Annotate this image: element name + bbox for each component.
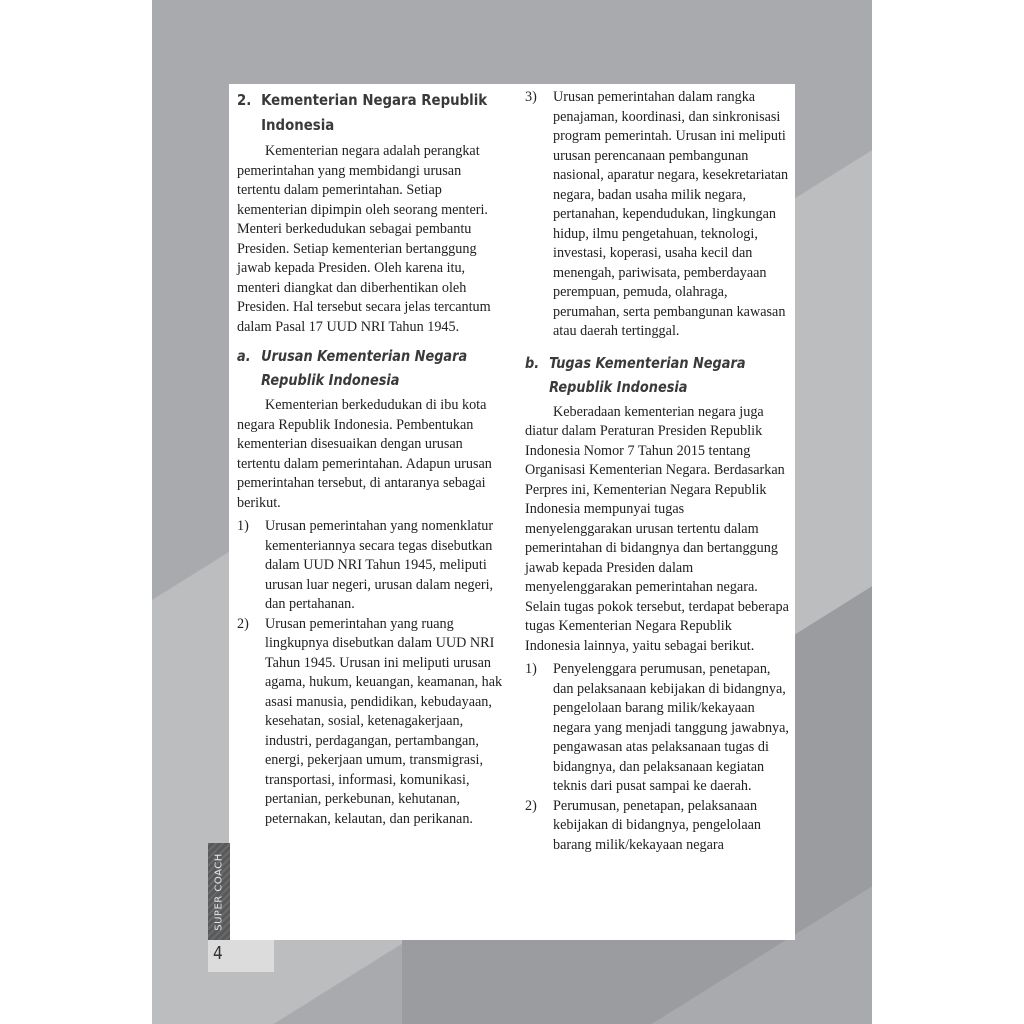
urusan-list-continued: [525, 88, 790, 342]
list-number: 1): [525, 661, 537, 677]
subsection-intro: [237, 396, 503, 513]
subsection-heading-a: [237, 344, 502, 392]
subsection-intro-text: Kementerian berkedudukan di ibu kota negara Republik Indonesia. Pembentukan kementerian disesuaikan dengan urusan tertentu dalam pemerintahan. Adapun urusan pemerintahan tersebut, di antaranya sebagai berikut.: [237, 397, 492, 511]
subsection-letter: a.: [237, 347, 251, 365]
urusan-list: [237, 517, 503, 829]
list-item: [525, 88, 790, 342]
list-number: 2): [525, 797, 537, 814]
subsection-intro-text: Keberadaan kementerian negara juga diatur dalam Peraturan Presiden Republik Indonesia Nomor 7 Tahun 2015 tentang Organisasi Kementerian Negara. Berdasarkan Perpres ini, Kementerian Negara Republik Indonesia mempunyai tugas menyelenggarakan urusan tertentu dalam pemerintahan di bidangnya dan bertanggung jawab kepada Presiden dalam menyelenggarakan pemerintahan negara. Selain tugas pokok tersebut, terdapat beberapa tugas Kementerian Negara Republik Indonesia lainnya, yaitu sebagai berikut.: [525, 403, 789, 654]
section-number: 2.: [237, 91, 252, 109]
list-item: [237, 615, 503, 830]
left-column: [237, 88, 503, 829]
subsection-letter: b.: [525, 353, 540, 372]
list-text: Penyelenggara perumusan, penetapan, dan pelaksanaan kebijakan di bidangnya, pengelolaan barang milik/kekayaan negara yang menjadi tanggung jawabnya, pengawasan atas pelaksanaan tugas di bidangnya, dan pelaksanaan kegiatan teknis dari pusat sampai ke daerah.: [553, 661, 789, 794]
list-number: 3): [525, 89, 537, 105]
subsection-title: Tugas Kementerian Negara Republik Indonesia: [549, 353, 746, 396]
page-number: 4: [213, 943, 223, 964]
list-item: [525, 660, 790, 797]
tugas-list: [525, 660, 790, 855]
section-intro-text: Kementerian negara adalah perangkat pemerintahan yang membidangi urusan tertentu dalam pemerintahan. Setiap kementerian dipimpin oleh seorang menteri. Menteri berkedudukan sebagai pembantu Presiden. Setiap kementerian bertanggung jawab kepada Presiden. Oleh karena itu, menteri diangkat dan diberhentikan oleh Presiden. Hal tersebut secara jelas tercantum dalam Pasal 17 UUD NRI Tahun 1945.: [237, 143, 491, 335]
subsection-heading-b: [525, 351, 789, 399]
list-text: Perumusan, penetapan, pelaksanaan kebijakan di bidangnya, pengelolaan barang milik/kekayaan negara: [553, 797, 762, 853]
list-number: 1): [237, 518, 249, 534]
section-intro: [237, 142, 503, 337]
section-title: Kementerian Negara Republik Indonesia: [261, 91, 488, 134]
series-label: SUPER COACH: [213, 852, 225, 931]
section-heading: [237, 88, 502, 138]
page-number-box: [208, 940, 274, 972]
right-column: [525, 88, 790, 855]
series-side-tab: [208, 843, 230, 940]
subsection-title: Urusan Kementerian Negara Republik Indonesia: [261, 347, 468, 389]
list-text: Urusan pemerintahan yang ruang lingkupnya disebutkan dalam UUD NRI Tahun 1945. Urusan ini meliputi urusan agama, hukum, keuangan, keamanan, hak asasi manusia, pendidikan, kebudayaan, kesehatan, sosial, ketenagakerjaan, industri, perdagangan, pertambangan, energi, pekerjaan umum, transmigrasi, transportasi, informasi, komunikasi, pertanian, perkebunan, kehutanan, peternakan, kelautan, dan perikanan.: [265, 615, 503, 827]
list-text: Urusan pemerintahan dalam rangka penajaman, koordinasi, dan sinkronisasi program pemerintah. Urusan ini meliputi urusan perencanaan pembangunan nasional, aparatur negara, kesekretariatan negara, badan usaha milik negara, pertanahan, kependudukan, lingkungan hidup, ilmu pengetahuan, teknologi, investasi, koperasi, usaha kecil dan menengah, pariwisata, pemberdayaan perempuan, pemuda, olahraga, perumahan, serta pembangunan kawasan atau daerah tertinggal.: [553, 89, 789, 339]
list-number: 2): [237, 615, 249, 632]
list-item: [525, 797, 790, 856]
subsection-intro: [525, 403, 790, 657]
list-text: Urusan pemerintahan yang nomenklatur kementeriannya secara tegas disebutkan dalam UUD NRI Tahun 1945, meliputi urusan luar negeri, urusan dalam negeri, dan pertahanan.: [265, 518, 494, 612]
list-item: [237, 517, 503, 615]
